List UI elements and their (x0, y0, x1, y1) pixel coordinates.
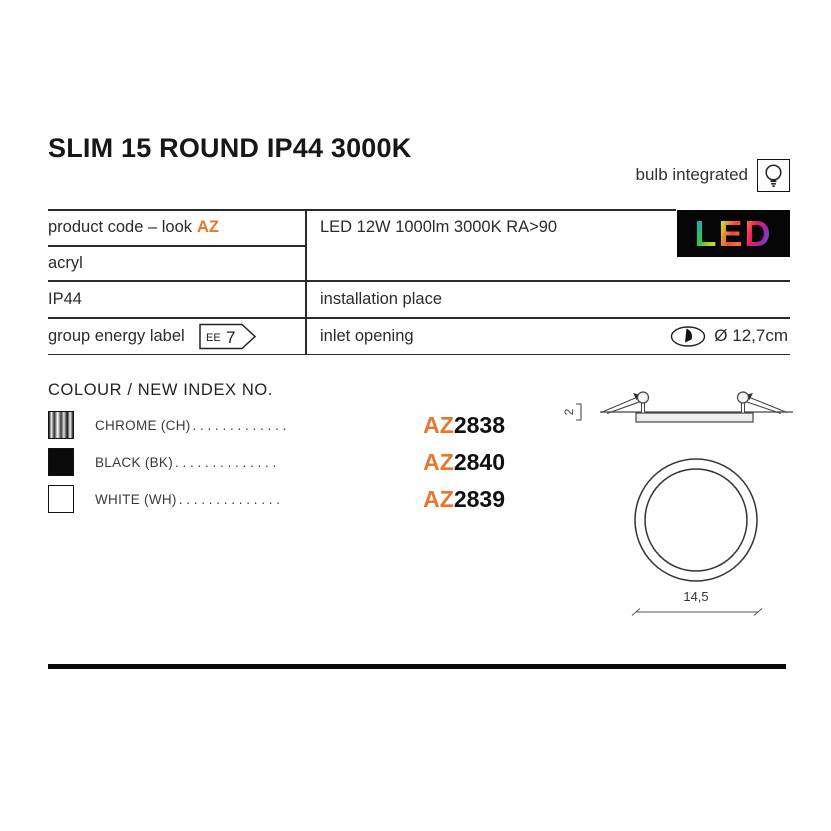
dotted-leader: . . . . . . . . . . . . . . (175, 454, 277, 470)
inlet-dimension-group (670, 325, 790, 348)
energy-label-text: group energy label (48, 326, 185, 345)
installation-place-label: installation place (320, 289, 442, 308)
bulb-integrated-label: bulb integrated (635, 165, 748, 184)
spec-table (48, 209, 790, 355)
product-code-accent: AZ (197, 218, 220, 236)
installation-place-cell (320, 281, 780, 317)
led-spec-cell (320, 211, 670, 245)
ip-rating-label: IP44 (48, 289, 82, 308)
inlet-opening-label: inlet opening (320, 326, 414, 345)
black-swatch (48, 448, 74, 476)
colour-row-chrome (48, 411, 505, 439)
led-logo-text: LED (694, 212, 773, 254)
table-divider (305, 209, 307, 355)
dotted-leader: . . . . . . . . . . . . . . (178, 491, 281, 507)
inlet-diameter-value: Ø 12,7cm (714, 326, 788, 345)
svg-text:EE: EE (205, 331, 221, 344)
index-code: AZ2840 (423, 448, 505, 475)
svg-text:7: 7 (225, 327, 236, 347)
colour-row-white (48, 485, 505, 513)
diameter-dimension: 14,5 (683, 589, 709, 604)
material-cell (48, 246, 298, 280)
page-title: SLIM 15 ROUND IP44 3000K (48, 133, 412, 163)
colour-row-black (48, 448, 505, 476)
colour-name: CHROME (CH) (95, 417, 191, 433)
energy-class-badge (199, 323, 257, 350)
thickness-dimension: 2 (562, 408, 576, 416)
product-code-label: product code – look (48, 218, 193, 236)
index-code: AZ2839 (423, 485, 505, 512)
bulb-icon (757, 159, 790, 192)
technical-drawing (555, 385, 800, 625)
colour-name: BLACK (BK) (95, 454, 174, 470)
chrome-swatch (48, 411, 74, 439)
bulb-integrated (636, 158, 790, 192)
ip-rating-cell (48, 281, 298, 317)
inlet-opening-cell (320, 318, 790, 354)
footer-divider (48, 664, 786, 669)
led-logo (677, 210, 790, 257)
index-code: AZ2838 (423, 411, 505, 438)
dotted-leader: . . . . . . . . . . . . . (192, 417, 287, 433)
white-swatch (48, 485, 74, 513)
led-spec-text: LED 12W 1000lm 3000K RA>90 (320, 218, 558, 236)
material-label: acryl (48, 253, 83, 272)
colour-section-heading: COLOUR / NEW INDEX NO. (48, 381, 273, 399)
product-code-cell (48, 211, 298, 245)
downlight-opening-icon (670, 325, 707, 348)
energy-label-cell (48, 318, 305, 354)
colour-name: WHITE (WH) (95, 491, 177, 507)
